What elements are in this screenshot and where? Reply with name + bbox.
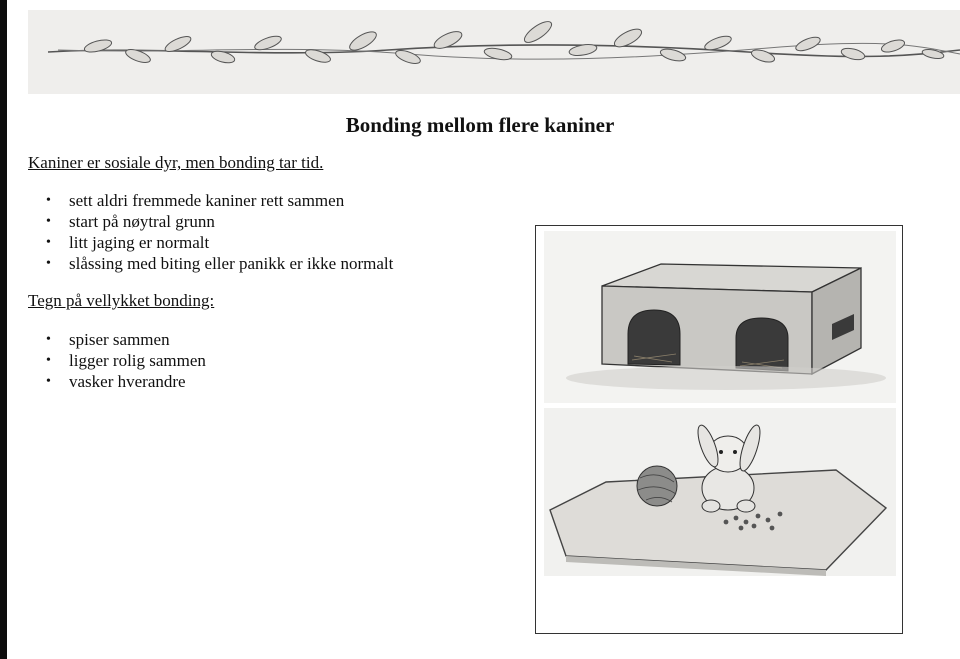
list-item-text: litt jaging er normalt <box>69 233 210 252</box>
bullet-icon: • <box>46 374 51 389</box>
list-item <box>28 350 206 371</box>
section-heading-social: Kaniner er sosiale dyr, men bonding tar tid. <box>28 153 324 172</box>
section-heading-signs: Tegn på vellykket bonding: <box>28 291 215 310</box>
list-item-text: sett aldri fremmede kaniner rett sammen <box>69 191 345 210</box>
list-item <box>28 253 393 274</box>
page-title: Bonding mellom flere kaniner <box>345 113 615 137</box>
illustration-frame <box>535 225 903 634</box>
decorative-banner <box>28 10 960 94</box>
window-edge <box>0 0 7 659</box>
list-item <box>28 190 393 211</box>
bullet-icon: • <box>46 214 51 229</box>
bonding-tips-list <box>28 190 393 274</box>
bonding-signs-list <box>28 329 206 392</box>
list-item <box>28 211 393 232</box>
list-item-text: vasker hverandre <box>69 372 186 391</box>
bullet-icon: • <box>46 193 51 208</box>
hay-box-hideout-icon <box>566 264 886 390</box>
bullet-icon: • <box>46 235 51 250</box>
bullet-icon: • <box>46 256 51 271</box>
bullet-icon: • <box>46 353 51 368</box>
bullet-icon: • <box>46 332 51 347</box>
vine-garland-illustration <box>28 10 960 94</box>
list-item <box>28 371 206 392</box>
list-item-text: start på nøytral grunn <box>69 212 215 231</box>
list-item <box>28 329 206 350</box>
list-item <box>28 232 393 253</box>
list-item-text: ligger rolig sammen <box>69 351 206 370</box>
hideout-and-rug-illustration <box>536 226 902 633</box>
list-item-text: spiser sammen <box>69 330 170 349</box>
list-item-text: slåssing med biting eller panikk er ikke normalt <box>69 254 394 273</box>
